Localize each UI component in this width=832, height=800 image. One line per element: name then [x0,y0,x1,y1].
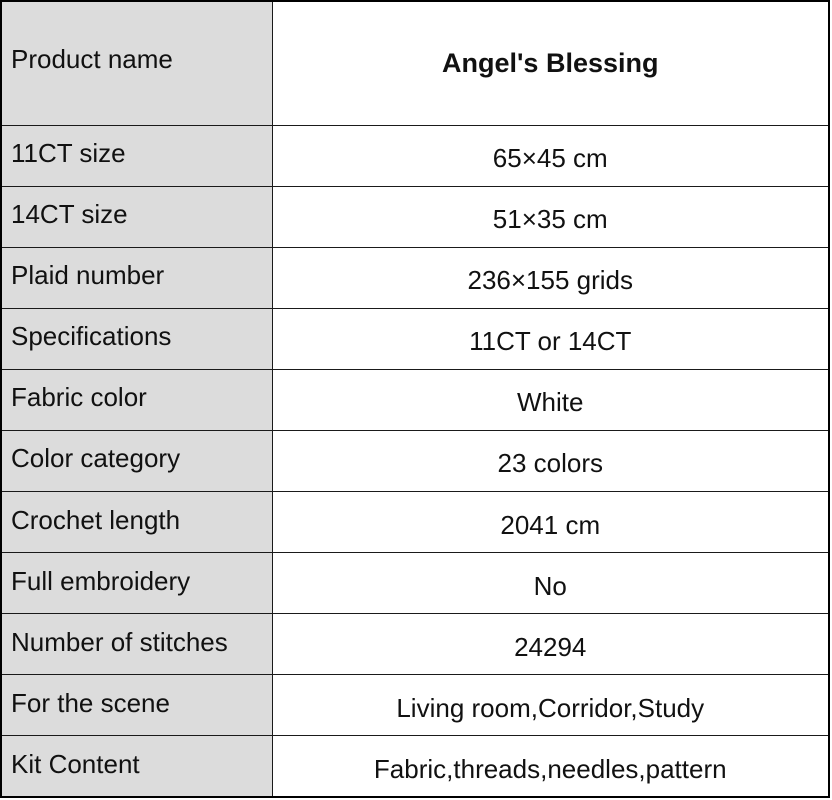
spec-label: Number of stitches [1,614,272,675]
spec-label: Specifications [1,308,272,369]
spec-value: 65×45 cm [272,125,829,186]
spec-row-kit-content [1,736,829,797]
spec-value: 2041 cm [272,492,829,553]
spec-value: White [272,369,829,430]
spec-label: For the scene [1,675,272,736]
spec-value: 11CT or 14CT [272,308,829,369]
spec-label: Product name [1,1,272,125]
spec-value: 236×155 grids [272,247,829,308]
spec-value: Living room,Corridor,Study [272,675,829,736]
spec-row-plaid-number [1,247,829,308]
spec-value: 23 colors [272,430,829,491]
spec-value: No [272,553,829,614]
spec-row-11ct-size [1,125,829,186]
spec-label: Kit Content [1,736,272,797]
spec-label: 14CT size [1,186,272,247]
spec-label: Color category [1,430,272,491]
spec-label: Plaid number [1,247,272,308]
spec-row-for-the-scene [1,675,829,736]
spec-row-full-embroidery [1,553,829,614]
spec-row-product-name [1,1,829,125]
spec-row-14ct-size [1,186,829,247]
spec-row-specifications [1,308,829,369]
spec-value: 24294 [272,614,829,675]
spec-value: Fabric,threads,needles,pattern [272,736,829,797]
spec-row-crochet-length [1,492,829,553]
spec-label: 11CT size [1,125,272,186]
spec-label: Full embroidery [1,553,272,614]
spec-value: 51×35 cm [272,186,829,247]
spec-row-number-of-stitches [1,614,829,675]
spec-label: Crochet length [1,492,272,553]
spec-row-color-category [1,430,829,491]
spec-label: Fabric color [1,369,272,430]
product-name-value: Angel's Blessing [272,1,829,125]
spec-row-fabric-color [1,369,829,430]
